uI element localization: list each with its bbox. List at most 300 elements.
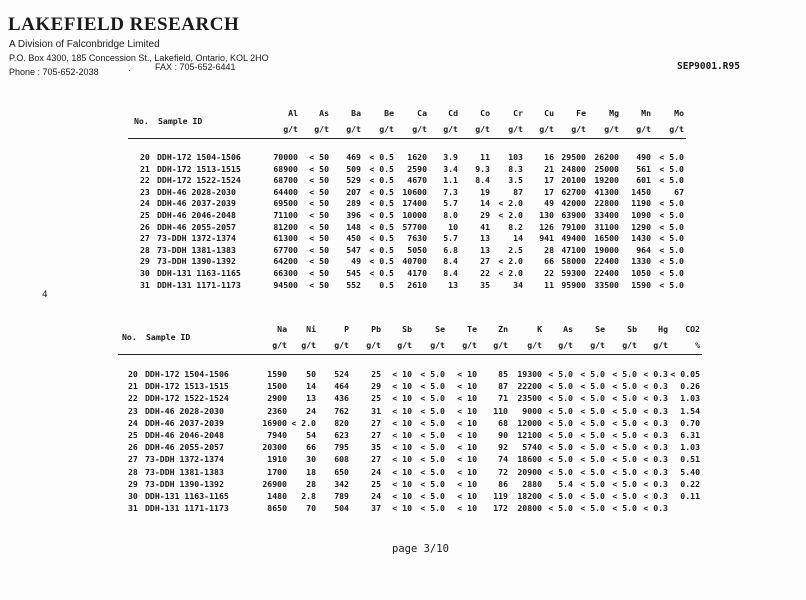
table-cell: 1500 <box>267 381 287 392</box>
table-cell: < 5.0 <box>548 491 573 501</box>
row-number: 25 <box>128 430 138 440</box>
table-cell: 17 <box>544 175 554 186</box>
column-header-name: Cr <box>513 108 523 118</box>
table-cell: 19000 <box>594 244 619 255</box>
table-cell: < 10 <box>457 405 477 416</box>
table-cell: 63900 <box>561 210 586 220</box>
table-cell: < 0.3 <box>643 442 668 453</box>
table-cell: < 5.0 <box>580 491 605 501</box>
table-cell: < 10 <box>392 503 412 514</box>
table-cell: < 0.5 <box>369 233 394 244</box>
table-cell: 41 <box>480 221 490 232</box>
table-cell: < 10 <box>392 478 412 489</box>
table-cell: 396 <box>346 210 361 220</box>
table-cell: < 50 <box>309 198 329 209</box>
table-cell: 95900 <box>561 279 586 290</box>
table-cell: < 5.0 <box>548 503 573 514</box>
sample-id: DDH-172 1513-1515 <box>145 381 229 392</box>
table-cell: 13 <box>306 393 316 404</box>
table-cell: 6.8 <box>443 244 458 255</box>
table-cell: < 0.5 <box>369 268 394 278</box>
table-cell: < 50 <box>309 186 329 197</box>
table-cell: < 0.5 <box>369 244 394 255</box>
column-header-unit: g/t <box>571 124 586 134</box>
column-header-name: As <box>319 108 329 118</box>
table-cell: < 5.0 <box>420 381 445 392</box>
table-cell: < 0.3 <box>643 430 668 440</box>
column-header-name: Cd <box>448 108 458 118</box>
table-cell: 27 <box>371 430 381 440</box>
column-header-unit: g/t <box>443 124 458 134</box>
table-cell: 34 <box>513 279 523 290</box>
table-cell: 18 <box>306 466 316 477</box>
table-cell: < 0.5 <box>369 256 394 267</box>
row-number: 30 <box>140 268 150 278</box>
column-header-unit: g/t <box>493 340 508 350</box>
table-cell: < 5.0 <box>420 430 445 440</box>
table-cell: 16 <box>544 152 554 162</box>
table-cell: < 5.0 <box>659 221 684 232</box>
table-cell: < 5.0 <box>420 503 445 514</box>
table-cell: 35 <box>371 442 381 453</box>
table-cell: 27 <box>371 454 381 465</box>
table-cell: < 10 <box>392 430 412 440</box>
table-cell: 795 <box>334 442 349 453</box>
table-cell: < 50 <box>309 210 329 220</box>
column-header-name: As <box>563 324 573 334</box>
table-cell: 6.31 <box>680 430 700 440</box>
table-cell: 47100 <box>561 244 586 255</box>
column-header-unit: g/t <box>508 124 523 134</box>
table-cell: 35 <box>480 279 490 290</box>
company-phone: Phone : 705-652-2038 <box>9 67 99 77</box>
table-cell: 68 <box>498 417 508 428</box>
sample-id: DDH-172 1522-1524 <box>145 393 229 404</box>
table-cell: < 5.0 <box>659 268 684 278</box>
table-cell: < 5.0 <box>420 405 445 416</box>
table-cell: 941 <box>539 233 554 244</box>
table-cell: 7.3 <box>443 186 458 197</box>
column-header-name: Mo <box>674 108 684 118</box>
sample-id: DDH-46 2037-2039 <box>145 417 224 428</box>
table-cell: 148 <box>346 221 361 232</box>
table-cell: 19 <box>480 186 490 197</box>
table-cell: < 5.0 <box>612 454 637 465</box>
table-cell: 28 <box>306 478 316 489</box>
table-cell: 14 <box>513 233 523 244</box>
table-cell: 8.2 <box>508 221 523 232</box>
column-header-unit: g/t <box>475 124 490 134</box>
table-cell: 50 <box>306 369 316 379</box>
table-cell: 552 <box>346 279 361 290</box>
table-cell: 10600 <box>402 186 427 197</box>
table-cell: 509 <box>346 163 361 174</box>
table-cell: 72 <box>498 466 508 477</box>
table-cell: 1480 <box>267 491 287 501</box>
table-cell: 172 <box>493 503 508 514</box>
table-cell: 16500 <box>594 233 619 244</box>
table-cell: < 10 <box>457 369 477 379</box>
table-cell: < 0.5 <box>369 221 394 232</box>
row-number: 20 <box>140 152 150 162</box>
table-cell: 4670 <box>407 175 427 186</box>
table-cell: 0.26 <box>680 381 700 392</box>
table-cell: 66 <box>544 256 554 267</box>
table-cell: 24800 <box>561 163 586 174</box>
column-header-name: Ba <box>351 108 361 118</box>
table-cell: < 0.3 <box>643 491 668 501</box>
column-header-name: Be <box>384 108 394 118</box>
column-header-name: Fe <box>576 108 586 118</box>
table-cell: < 10 <box>457 430 477 440</box>
column-header-name: K <box>537 324 542 334</box>
table-cell: 12000 <box>517 417 542 428</box>
table-cell: < 5.0 <box>612 381 637 392</box>
company-name: LAKEFIELD RESEARCH <box>8 14 240 35</box>
sample-id: DDH-46 2046-2048 <box>145 430 224 440</box>
table-cell: 66 <box>306 442 316 453</box>
table-cell: 67 <box>674 186 684 197</box>
sample-id: 73-DDH 1372-1374 <box>157 233 236 244</box>
table-cell: 67700 <box>273 244 298 255</box>
table-cell: < 10 <box>392 405 412 416</box>
table-cell: 126 <box>539 221 554 232</box>
table-cell: < 5.0 <box>420 442 445 453</box>
table-cell: 2900 <box>267 393 287 404</box>
column-header-unit: g/t <box>539 124 554 134</box>
sample-id: DDH-46 2046-2048 <box>157 210 236 220</box>
table-cell: < 10 <box>457 454 477 465</box>
sample-id: DDH-46 2028-2030 <box>145 405 224 416</box>
table-cell: 1050 <box>631 268 651 278</box>
table-cell: < 0.3 <box>643 369 668 379</box>
row-number: 28 <box>128 466 138 477</box>
column-header-name: Cu <box>544 108 554 118</box>
table-cell: 24 <box>306 405 316 416</box>
table-cell: 650 <box>334 466 349 477</box>
table-cell: 70 <box>306 503 316 514</box>
sample-id: 73-DDH 1372-1374 <box>145 454 224 465</box>
company-address: P.O. Box 4300, 185 Concession St., Lakefield, Ontario, KOL 2HO <box>9 53 269 63</box>
table-cell: 49400 <box>561 233 586 244</box>
table-cell: 545 <box>346 268 361 278</box>
table-cell: < 5.0 <box>548 442 573 453</box>
column-header-unit: g/t <box>636 124 651 134</box>
column-header-unit: g/t <box>462 340 477 350</box>
column-header-unit: g/t <box>527 340 542 350</box>
table-cell: < 5.0 <box>420 466 445 477</box>
table-cell: < 10 <box>392 454 412 465</box>
table-cell: < 50 <box>309 256 329 267</box>
table-cell: 30 <box>306 454 316 465</box>
table-cell: < 50 <box>309 279 329 290</box>
table-cell: 1.03 <box>680 442 700 453</box>
table-cell: < 5.0 <box>580 430 605 440</box>
table-cell: 19200 <box>594 175 619 186</box>
sample-id: DDH-46 2028-2030 <box>157 186 236 197</box>
column-header-unit: g/t <box>604 124 619 134</box>
company-fax: FAX : 705-652-6441 <box>155 62 236 72</box>
table-cell: 27 <box>480 256 490 267</box>
table-cell: 85 <box>498 369 508 379</box>
table-cell: 87 <box>498 381 508 392</box>
table-cell: < 0.3 <box>643 393 668 404</box>
column-header-name: Pb <box>371 324 381 334</box>
table-cell: < 5.0 <box>659 152 684 162</box>
table-cell: < 5.0 <box>420 369 445 379</box>
table-cell: 1.03 <box>680 393 700 404</box>
table-cell: 11 <box>480 152 490 162</box>
table-cell: 2880 <box>522 478 542 489</box>
table-cell: 22 <box>544 268 554 278</box>
table-cell: < 50 <box>309 152 329 162</box>
column-header-no: No. <box>134 116 149 126</box>
table-cell: 5.7 <box>443 233 458 244</box>
table-cell: < 10 <box>457 381 477 392</box>
table-cell: 25000 <box>594 163 619 174</box>
column-header-sample: Sample ID <box>158 116 203 126</box>
table-cell: < 5.0 <box>580 405 605 416</box>
table-cell: < 5.0 <box>580 417 605 428</box>
table-cell: 2610 <box>407 279 427 290</box>
table-cell: < 50 <box>309 221 329 232</box>
report-reference: SEP9001.R95 <box>677 61 740 72</box>
table-cell: 561 <box>636 163 651 174</box>
table-cell: 11 <box>544 279 554 290</box>
row-number: 22 <box>128 393 138 404</box>
table-cell: < 0.3 <box>643 405 668 416</box>
column-header-name: Al <box>288 108 298 118</box>
table-cell: 31100 <box>594 221 619 232</box>
table-cell: 2360 <box>267 405 287 416</box>
table-cell: < 5.0 <box>580 381 605 392</box>
table-cell: 16900 <box>262 417 287 428</box>
table-cell: < 50 <box>309 175 329 186</box>
column-header-unit: g/t <box>346 124 361 134</box>
table-cell: < 5.0 <box>548 430 573 440</box>
table-cell: 450 <box>346 233 361 244</box>
table-cell: < 10 <box>457 393 477 404</box>
table-cell: < 10 <box>457 442 477 453</box>
table-cell: 1450 <box>631 186 651 197</box>
table-cell: < 5.0 <box>612 405 637 416</box>
table-cell: 41300 <box>594 186 619 197</box>
column-header-no: No. <box>122 332 137 342</box>
column-header-name: CO2 <box>685 324 700 334</box>
table-cell: < 5.0 <box>548 417 573 428</box>
table-cell: 608 <box>334 454 349 465</box>
column-header-name: Co <box>480 108 490 118</box>
table-cell: 8.3 <box>508 163 523 174</box>
table-cell: 1430 <box>631 233 651 244</box>
table-cell: 33500 <box>594 279 619 290</box>
table-cell: 342 <box>334 478 349 489</box>
table-cell: < 0.5 <box>369 186 394 197</box>
table-cell: 524 <box>334 369 349 379</box>
table-cell: 21 <box>544 163 554 174</box>
table-cell: < 5.0 <box>612 478 637 489</box>
table-cell: 13 <box>448 279 458 290</box>
table-cell: 8.4 <box>475 175 490 186</box>
table-cell: < 50 <box>309 233 329 244</box>
table-cell: < 0.5 <box>369 210 394 220</box>
table-cell: < 5.0 <box>548 369 573 379</box>
table-cell: 22400 <box>594 268 619 278</box>
table-cell: 5740 <box>522 442 542 453</box>
table-cell: 69500 <box>273 198 298 209</box>
table-cell: 42000 <box>561 198 586 209</box>
table-cell: < 0.05 <box>670 369 700 379</box>
table-cell: 0.22 <box>680 478 700 489</box>
column-header-unit: g/t <box>558 340 573 350</box>
table-cell: < 10 <box>392 381 412 392</box>
table-cell: < 5.0 <box>659 256 684 267</box>
table-cell: 17400 <box>402 198 427 209</box>
row-number: 26 <box>140 221 150 232</box>
sample-id: DDH-172 1504-1506 <box>157 152 241 162</box>
column-header-name: Mg <box>609 108 619 118</box>
table-cell: 1590 <box>631 279 651 290</box>
table-cell: 29 <box>480 210 490 220</box>
row-number: 23 <box>140 186 150 197</box>
column-header-unit: g/t <box>272 340 287 350</box>
table-cell: 22200 <box>517 381 542 392</box>
table-cell: < 5.0 <box>580 369 605 379</box>
table-cell: < 10 <box>392 466 412 477</box>
table-cell: 66300 <box>273 268 298 278</box>
table-cell: < 5.0 <box>548 454 573 465</box>
table-cell: 90 <box>498 430 508 440</box>
table-cell: 74 <box>498 454 508 465</box>
table-cell: < 5.0 <box>420 393 445 404</box>
table-cell: < 0.5 <box>369 163 394 174</box>
table-cell: < 10 <box>457 491 477 501</box>
table-cell: 22 <box>480 268 490 278</box>
table-cell: 4170 <box>407 268 427 278</box>
column-header-unit: g/t <box>669 124 684 134</box>
row-number: 29 <box>140 256 150 267</box>
column-header-name: Ni <box>306 324 316 334</box>
table-cell: 3.9 <box>443 152 458 162</box>
table-cell: 20900 <box>517 466 542 477</box>
sample-id: DDH-172 1504-1506 <box>145 369 229 379</box>
table-cell: 207 <box>346 186 361 197</box>
row-number: 21 <box>140 163 150 174</box>
table-cell: < 0.3 <box>643 381 668 392</box>
table-cell: 529 <box>346 175 361 186</box>
table-cell: 62700 <box>561 186 586 197</box>
sample-id: 73-DDH 1381-1383 <box>157 244 236 255</box>
table-cell: 1290 <box>631 221 651 232</box>
column-header-unit: g/t <box>430 340 445 350</box>
table-cell: 130 <box>539 210 554 220</box>
table-cell: 436 <box>334 393 349 404</box>
table-cell: 24 <box>371 466 381 477</box>
table-cell: 54 <box>306 430 316 440</box>
column-header-name: Sb <box>627 324 637 334</box>
column-header-unit: g/t <box>622 340 637 350</box>
table-cell: < 10 <box>392 369 412 379</box>
header-rule <box>128 138 686 139</box>
column-header-sample: Sample ID <box>146 332 191 342</box>
table-cell: < 5.0 <box>420 491 445 501</box>
table-cell: 1910 <box>267 454 287 465</box>
table-cell: < 5.0 <box>580 393 605 404</box>
table-cell: 623 <box>334 430 349 440</box>
column-header-unit: g/t <box>412 124 427 134</box>
table-cell: < 10 <box>392 393 412 404</box>
table-cell: 964 <box>636 244 651 255</box>
table-cell: 71100 <box>273 210 298 220</box>
table-cell: < 5.0 <box>659 233 684 244</box>
table-cell: < 10 <box>457 466 477 477</box>
table-cell: 18200 <box>517 491 542 501</box>
table-cell: 547 <box>346 244 361 255</box>
table-cell: 601 <box>636 175 651 186</box>
column-header-name: Zn <box>498 324 508 334</box>
table-cell: 10 <box>448 221 458 232</box>
company-division: A Division of Falconbridge Limited <box>9 39 160 50</box>
sample-id: 73-DDH 1390-1392 <box>145 478 224 489</box>
table-cell: 289 <box>346 198 361 209</box>
table-cell: 110 <box>493 405 508 416</box>
table-cell: 14 <box>480 198 490 209</box>
table-cell: 23500 <box>517 393 542 404</box>
sample-id: DDH-46 2037-2039 <box>157 198 236 209</box>
sample-id: 73-DDH 1390-1392 <box>157 256 236 267</box>
table-cell: 59300 <box>561 268 586 278</box>
page-number: page 3/10 <box>392 543 449 555</box>
table-cell: < 10 <box>457 478 477 489</box>
table-cell: 49 <box>351 256 361 267</box>
table-cell: 762 <box>334 405 349 416</box>
table-cell: 3.5 <box>508 175 523 186</box>
table-cell: 87 <box>513 186 523 197</box>
row-number: 31 <box>128 503 138 514</box>
row-number: 30 <box>128 491 138 501</box>
table-cell: 1.1 <box>443 175 458 186</box>
table-cell: 13 <box>480 233 490 244</box>
table-cell: 2.8 <box>301 491 316 501</box>
row-number: 27 <box>140 233 150 244</box>
table-cell: 5050 <box>407 244 427 255</box>
row-number: 25 <box>140 210 150 220</box>
table-cell: < 5.0 <box>659 175 684 186</box>
table-cell: < 5.0 <box>580 454 605 465</box>
row-number: 24 <box>128 417 138 428</box>
table-cell: 29500 <box>561 152 586 162</box>
table-cell: < 10 <box>392 442 412 453</box>
table-cell: 27 <box>371 417 381 428</box>
table-cell: 1700 <box>267 466 287 477</box>
row-number: 23 <box>128 405 138 416</box>
table-cell: 58000 <box>561 256 586 267</box>
table-cell: < 5.0 <box>659 210 684 220</box>
table-cell: 25 <box>371 393 381 404</box>
table-cell: 464 <box>334 381 349 392</box>
table-cell: < 2.0 <box>498 210 523 220</box>
column-header-unit: g/t <box>590 340 605 350</box>
sample-id: DDH-172 1513-1515 <box>157 163 241 174</box>
table-cell: 820 <box>334 417 349 428</box>
table-cell: < 5.0 <box>612 393 637 404</box>
table-cell: 68700 <box>273 175 298 186</box>
table-cell: 25 <box>371 478 381 489</box>
table-cell: < 5.0 <box>659 163 684 174</box>
table-cell: 7940 <box>267 430 287 440</box>
table-cell: 0.51 <box>680 454 700 465</box>
table-cell: 81200 <box>273 221 298 232</box>
